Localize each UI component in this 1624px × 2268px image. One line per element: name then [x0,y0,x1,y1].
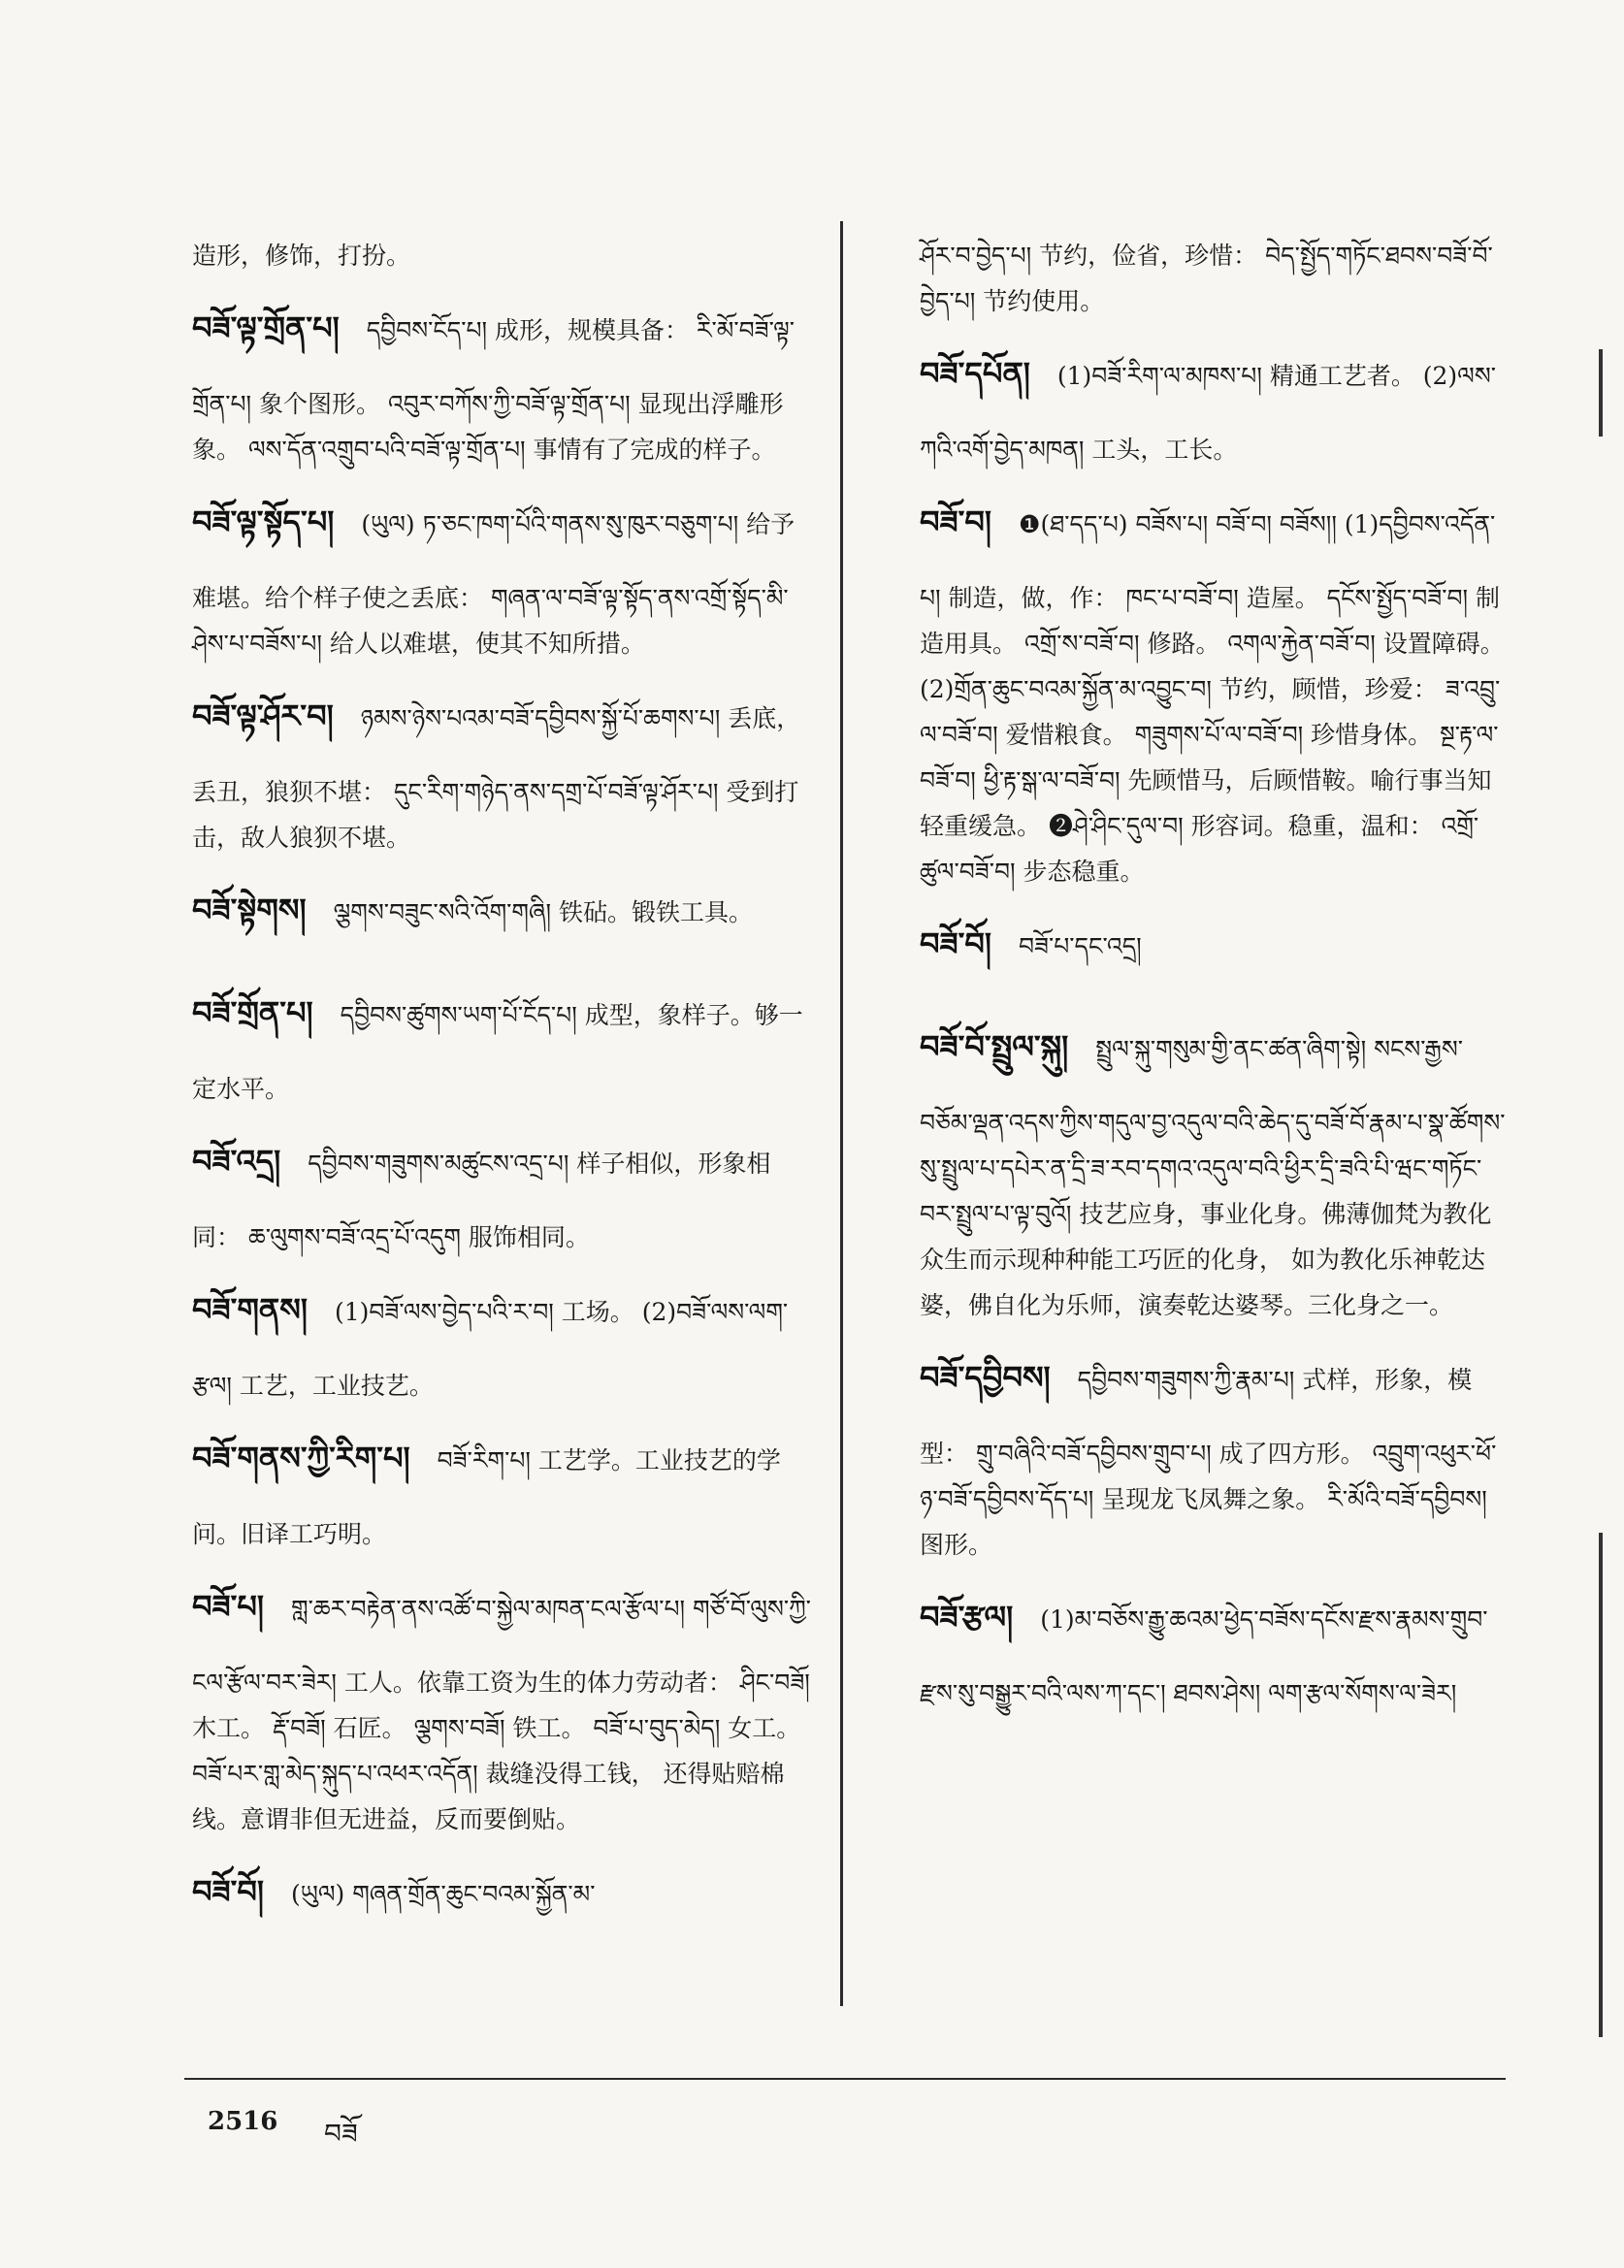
dictionary-entry [192,1858,813,1945]
entry-headword: བཟོ་ལྟ་སྟོད་པ། [192,503,335,540]
entry-definition: (1)བཟོ་ལས་བྱེད་པའི་ར་བ། 工场。 (2)བཟོ་ལས་ལག་རྩལ། 工艺，工业技艺。 [192,1298,789,1400]
entry-definition: དབྱིབས་ངོད་པ། 成形，规模具备： རི་མོ་བཟོ་ལྟ་གྲོན་པ། 象个图形。 འབུར་བཀོས་ཀྱི་བཟོ་ལྟ་གྲོན་པ། 显现出浮雕形象。 ལས་དོན་འགྲུབ་པའི་བཟོ་ལྟ་གྲོན་པ། 事情有了完成的样子。 [192,316,795,464]
running-head: བཟོ [324,2118,358,2150]
entry-definition: བཟོ་རིག་པ། 工艺学。工业技艺的学问。旧译工巧明。 [192,1446,781,1548]
entry-headword: བཟོ་གནས་ཀྱི་རིག་པ། [192,1440,410,1476]
dictionary-entry [192,294,813,472]
entry-definition: (ཡུལ) གཞན་གྲོན་ཆུང་བའམ་སྐྱོན་མ་ [291,1880,596,1908]
entry-headword: བཟོ་བོ་སྤྲུལ་སྐུ། [920,1028,1069,1065]
dictionary-entry [920,1583,1513,1716]
entry-definition: བཟོ་པ་དང་འདྲ། [1019,932,1142,960]
entry-headword: བཟོ་དབྱིབས། [920,1359,1051,1396]
dictionary-entry [192,979,813,1112]
footer-rule [184,2078,1506,2080]
dictionary-entry [192,682,813,860]
dictionary-entry [192,1127,813,1260]
dictionary-entry [192,1572,813,1842]
dictionary-entry [920,488,1513,894]
entry-definition: སྤྲུལ་སྐུ་གསུམ་གྱི་ནང་ཚན་ཞིག་སྟེ། སངས་རྒྱས་བཅོམ་ལྡན་འདས་ཀྱིས་གདུལ་བྱ་འདུལ་བའི་ཆེད་དུ་བཟོ་བོ་རྣམ་པ་སྣ་ཚོགས་སུ་སྤྲུལ་པ་དཔེར་ན་དྲི་ཟ་རབ་དགའ་འདུལ་བའི་ཕྱིར་དྲི་ཟའི་པི་ཝང་གཏོང་བར་སྤྲུལ་པ་ལྟ་བུའོ། 技艺应身，事业化身。佛薄伽梵为教化众生而示现种种能工巧匠的化身， 如为教化乐神乾达婆，佛自化为乐师，演奏乾达婆琴。三化身之一。 [920,1035,1506,1319]
entry-headword: བཟོ་རྩལ། [920,1599,1014,1636]
dictionary-entry [192,1276,813,1409]
margin-mark [1599,1533,1603,2037]
entry-headword: བཟོ་འདྲ། [192,1143,281,1180]
margin-mark [1599,349,1603,437]
entry-headword: བཟོ་ལྟ་གྲོན་པ། [192,309,340,346]
entry-headword: བཟོ་བོ། [920,925,992,962]
right-continuation: ཤོར་བ་བྱེད་པ། 节约，俭省，珍惜： བེད་སྤྱོད་གཏོང་ཐབས་བཟོ་བོ་བྱེད་པ། 节约使用。 [920,242,1493,315]
entry-definition: གླ་ཆར་བརྟེན་ནས་འཚོ་བ་སྐྱེལ་མཁན་ངལ་རྩོལ་པ། གཙོ་བོ་ལུས་ཀྱི་ངལ་རྩོལ་བར་ཟེར། 工人。依靠工资为生的体力劳动者： ཤིང་བཟོ། 木工。 རྡོ་བཟོ། 石匠。 ལྕགས་བཟོ། 铁工。 བཟོ་པ་བུད་མེད། 女工。 བཟོ་པར་གླ་མེད་སྐུད་པ་འཕར་འདོན། 裁缝没得工钱， 还得贴赔棉线。意谓非但无进益，反而要倒贴。 [192,1595,811,1833]
entry-definition: དབྱིབས་ཚུགས་ཡག་པོ་ངོད་པ། 成型，象样子。够一定水平。 [192,1001,803,1103]
dictionary-entry [192,876,813,963]
entry-definition: ❶(ཐ་དད་པ) བཟོས་པ། བཟོ་བ། བཟོས།། (1)དབྱིབས་འདོན་པ། 制造，做，作： ཁང་པ་བཟོ་བ། 造屋。 དངོས་སྤྱོད་བཟོ་བ། 制造用具。 འགྲོ་ས་བཟོ་བ། 修路。 འགལ་རྐྱེན་བཟོ་བ། 设置障碍。 (2)གྲོན་ཆུང་བའམ་སྐྱོན་མ་འབྱུང་བ། 节约，顾惜，珍爱： ཟ་འབྲུ་ལ་བཟོ་བ། 爱惜粮食。 གཟུགས་པོ་ལ་བཟོ་བ། 珍惜身体。 སྔ་རྟ་ལ་བཟོ་བ། ཕྱི་རྟ་སྒ་ལ་བཟོ་བ། 先顾惜马，后顾惜鞍。喻行事当知轻重缓急。 ❷ཤེ་ཤིང་དུལ་བ། 形容词。稳重，温和： འགྲོ་ཚུལ་བཟོ་བ། 步态稳重。 [920,510,1505,886]
entry-headword: བཟོ་སྟེགས། [192,891,307,928]
entry-headword: བཟོ་གནས། [192,1291,308,1328]
entry-headword: བཟོ་བ། [920,503,992,540]
dictionary-entry [192,1424,813,1557]
dictionary-entry [920,1344,1513,1568]
right-column [920,233,1513,1732]
dictionary-entry [192,488,813,666]
entry-definition: ཉམས་ཉེས་པའམ་བཟོ་དབྱིབས་སྐྱོ་པོ་ཆགས་པ། 丢底，丢丑，狼狈不堪： དུང་རིག་གཉེད་ནས་དགྲ་པོ་བཟོ་ལྟ་ཤོར་པ། 受到打击，敌人狼狈不堪。 [192,704,801,852]
entry-definition: (1)བཟོ་རིག་ལ་མཁས་པ། 精通工艺者。 (2)ལས་ཀའི་འགོ་བྱེད་མཁན། 工头，工长。 [920,362,1496,464]
entry-headword: བཟོ་པ། [192,1588,265,1625]
entry-headword: བཟོ་ལྟ་ཤོར་བ། [192,697,334,734]
dictionary-entry [920,910,1513,997]
entry-definition: ལྕགས་བཟུང་སའི་འོག་གཞི། 铁砧。锻铁工具。 [333,898,754,926]
left-continuation: 造形，修饰，打扮。 [192,242,411,270]
entry-definition: དབྱིབས་གཟུགས་མཚུངས་འདྲ་པ། 样子相似，形象相同： ཆ་ལུགས་བཟོ་འདྲ་པོ་འདུག 服饰相同。 [192,1150,771,1251]
entry-definition: (ཡུལ) ཏ་ཅང་ཁག་པོའི་གནས་སུ་ཁུར་བཅུག་པ། 给予难堪。给个样子使之丢底： གཞན་ལ་བཟོ་ལྟ་སྟོད་ནས་འགྲོ་སྟོད་མི་ཤེས་པ་བཟོས་པ། 给人以难堪，使其不知所措。 [192,510,796,658]
entry-headword: བཟོ་དཔོན། [920,355,1030,392]
entry-headword: བཟོ་བོ། [192,1873,265,1910]
column-divider [840,221,843,2006]
dictionary-entry [920,1013,1513,1328]
entry-headword: བཟོ་གྲོན་པ། [192,994,313,1031]
left-column [192,233,813,1960]
page-number: 2516 [208,2107,278,2136]
dictionary-entry [920,340,1513,472]
entry-definition: (1)མ་བཅོས་རྒྱུ་ཆའམ་ཕྱེད་བཟོས་དངོས་རྫས་རྣམས་གྲུབ་རྫས་སུ་བསྒྱུར་བའི་ལས་ཀ་དང་། ཐབས་ཤེས། ལག་རྩལ་སོགས་ལ་ཟེར། [920,1605,1488,1707]
entry-definition: དབྱིབས་གཟུགས་ཀྱི་རྣམ་པ། 式样，形象，模型： གྲུ་བཞིའི་བཟོ་དབྱིབས་གྲུབ་པ། 成了四方形。 འབྲུག་འཕུར་ཕོ་ཉ་བཟོ་དབྱིབས་དོད་པ། 呈现龙飞凤舞之象。 རི་མོའི་བཟོ་དབྱིབས། 图形。 [920,1366,1497,1559]
